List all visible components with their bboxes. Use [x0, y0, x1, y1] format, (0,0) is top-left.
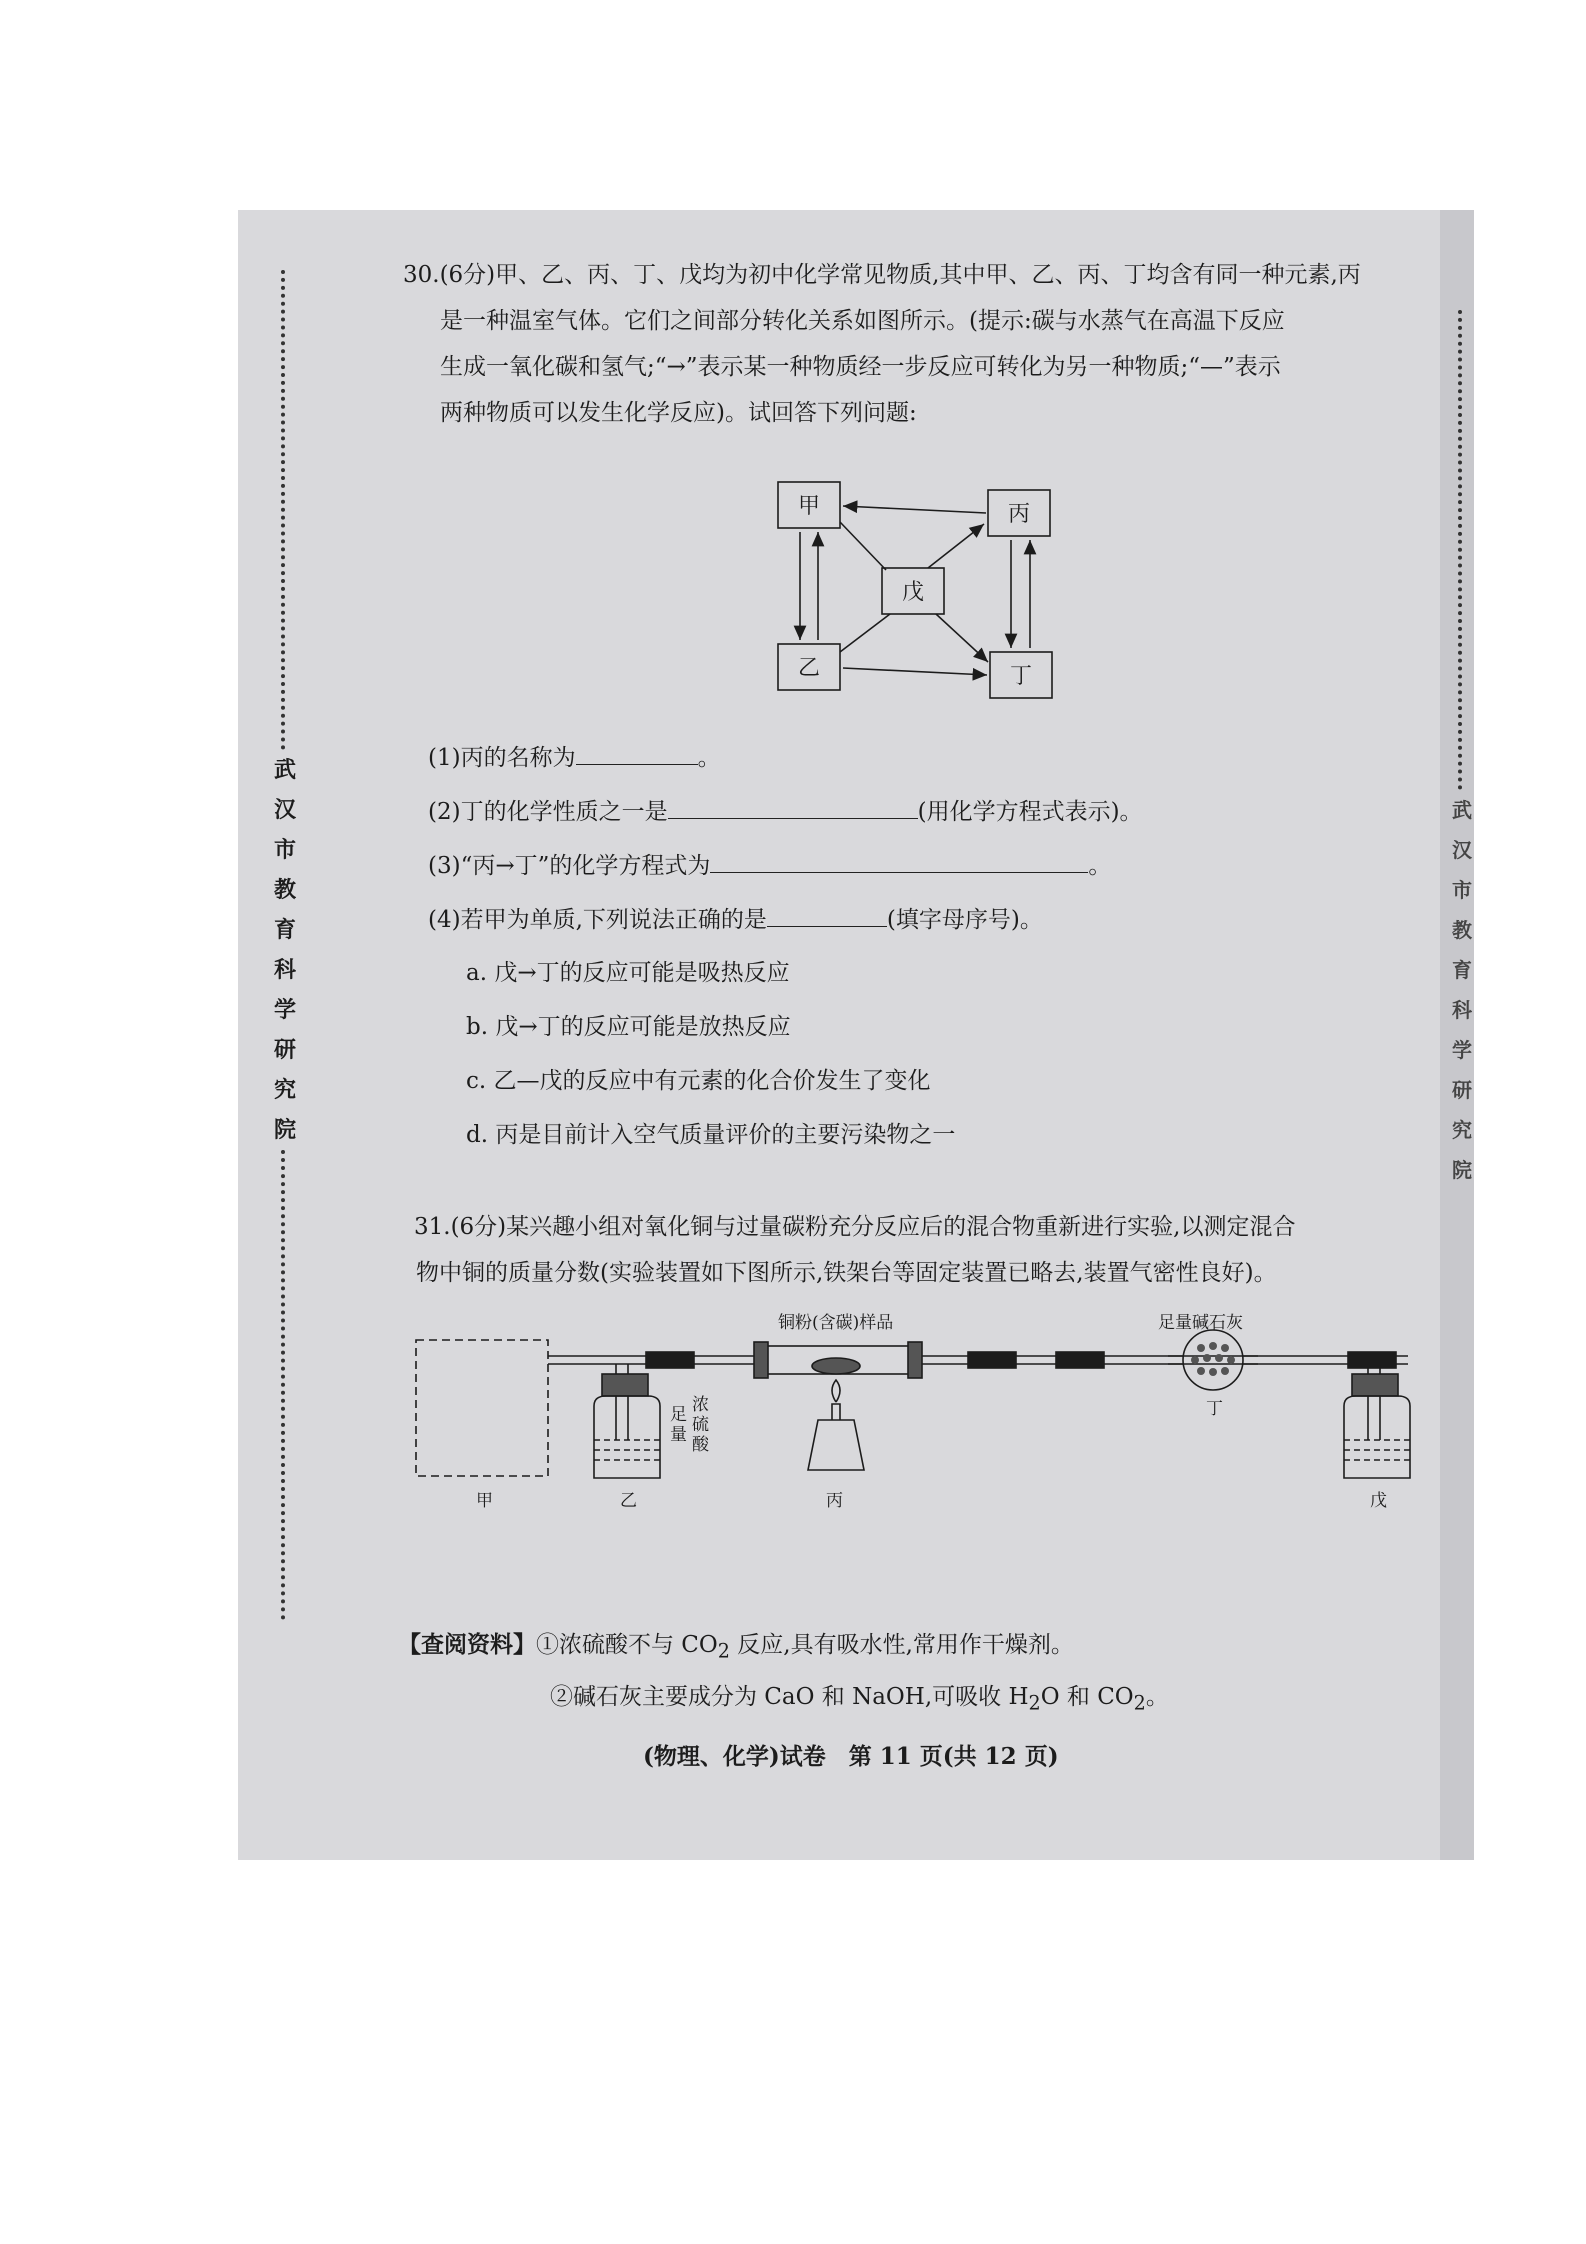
- reference-title: 【查阅资料】: [398, 1631, 536, 1658]
- arrow-bing-to-jia: [843, 506, 986, 513]
- apparatus-diagram: [408, 1310, 1418, 1520]
- margin-char: 市: [274, 837, 297, 863]
- margin-char: 科: [274, 957, 297, 983]
- option-c: c. 乙—戊的反应中有元素的化合价发生了变化: [466, 1068, 931, 1094]
- tube-stopper: [754, 1342, 768, 1378]
- alcohol-lamp: [808, 1420, 864, 1470]
- sub2-prompt: (2)丁的化学性质之一是: [428, 799, 668, 825]
- q30-sub2: [428, 794, 1143, 829]
- lamp-wick-holder: [832, 1404, 840, 1420]
- margin-char: 科: [1452, 998, 1472, 1022]
- bottle-stopper: [602, 1374, 648, 1396]
- reference-1-text: ①浓硫酸不与 CO: [536, 1632, 718, 1658]
- margin-char: 汉: [1452, 838, 1472, 862]
- liquid-level: [594, 1450, 660, 1460]
- answer-blank-1[interactable]: [576, 740, 698, 765]
- liquid-level: [1344, 1440, 1410, 1460]
- margin-char: 育: [274, 917, 297, 943]
- sub3-suffix: 。: [1088, 853, 1112, 879]
- rubber-connector: [646, 1352, 694, 1368]
- q30-sub4: [428, 902, 1043, 937]
- margin-char: 教: [1452, 918, 1472, 942]
- label-wu: 戊: [901, 580, 925, 605]
- q31-line-2: 物中铜的质量分数(实验装置如下图所示,铁架台等固定装置已略去,装置气密性良好)。: [416, 1260, 1277, 1286]
- sub1-suffix: 。: [697, 745, 721, 771]
- subscript: 2: [717, 1639, 730, 1663]
- line-yi-wu: [840, 614, 890, 652]
- q30-line-3: 生成一氧化碳和氢气;“→”表示某一种物质经一步反应可转化为另一种物质;“—”表示: [440, 354, 1281, 380]
- sub4-prompt: (4)若甲为单质,下列说法正确的是: [428, 907, 767, 933]
- arrow-wu-to-bing: [928, 524, 984, 568]
- label-yi: 乙: [797, 656, 821, 681]
- label-ding: 丁: [1009, 664, 1033, 689]
- label-amount-1: 足: [670, 1405, 687, 1425]
- reference-2-text: ②碱石灰主要成分为 CaO 和 NaOH,可吸收 H: [550, 1684, 1029, 1710]
- q30-sub1: [428, 740, 721, 775]
- label-app-yi: 乙: [620, 1491, 637, 1511]
- sub1-prompt: (1)丙的名称为: [428, 745, 576, 771]
- label-app-ding: 丁: [1206, 1399, 1223, 1419]
- q30-line-2: 是一种温室气体。它们之间部分转化关系如图所示。(提示:碳与水蒸气在高温下反应: [440, 308, 1285, 334]
- page-footer: (物理、化学)试卷 第 11 页(共 12 页): [643, 1743, 1059, 1770]
- answer-blank-3[interactable]: [710, 848, 1088, 873]
- bottle-yi: [594, 1396, 660, 1478]
- reference-2-text-mid: O 和 CO: [1040, 1684, 1134, 1710]
- margin-char: 武: [1452, 798, 1472, 822]
- bottle-wu: [1344, 1396, 1410, 1478]
- label-jia: 甲: [797, 494, 821, 519]
- subscript: 2: [1133, 1691, 1146, 1715]
- arrow-wu-to-ding: [936, 614, 988, 662]
- q31-line-1: 31.(6分)某兴趣小组对氧化铜与过量碳粉充分反应后的混合物重新进行实验,以测定混合: [414, 1214, 1296, 1240]
- flame: [832, 1380, 840, 1402]
- margin-char: 汉: [274, 797, 297, 823]
- label-soda-lime: 足量碱石灰: [1158, 1313, 1243, 1333]
- answer-blank-4[interactable]: [767, 902, 887, 927]
- margin-char: 院: [274, 1117, 297, 1143]
- rubber-connector: [1348, 1352, 1396, 1368]
- label-acid-1: 浓: [692, 1395, 709, 1415]
- q30-line-4: 两种物质可以发生化学反应)。试回答下列问题:: [440, 400, 917, 426]
- label-acid-2: 硫: [692, 1415, 709, 1435]
- rubber-connector: [968, 1352, 1016, 1368]
- left-binding-margin: [274, 270, 296, 1620]
- label-app-wu: 戊: [1370, 1491, 1387, 1511]
- margin-char: 究: [1452, 1118, 1472, 1142]
- exam-page-photo: [238, 210, 1474, 1860]
- label-bing: 丙: [1007, 502, 1031, 527]
- label-amount-2: 量: [670, 1425, 687, 1445]
- apparatus-jia-dashed: [416, 1340, 548, 1476]
- label-sample: 铜粉(含碳)样品: [778, 1313, 894, 1333]
- margin-char: 学: [274, 997, 297, 1023]
- dotted-cut-line: [1458, 310, 1466, 790]
- tube-segment: [922, 1356, 968, 1364]
- arrow-yi-to-ding: [843, 668, 987, 675]
- line-jia-wu: [840, 522, 886, 570]
- margin-label: [1452, 790, 1472, 1190]
- sub2-suffix: (用化学方程式表示)。: [917, 799, 1143, 825]
- reference-line-1: [398, 1628, 1074, 1669]
- dotted-cut-line: [281, 270, 289, 750]
- margin-char: 研: [1452, 1078, 1472, 1102]
- tube-segment: [1016, 1356, 1036, 1364]
- subscript: 2: [1028, 1691, 1041, 1715]
- bottle-stopper: [1352, 1374, 1398, 1396]
- sample-pile: [812, 1358, 860, 1374]
- tube-stopper: [908, 1342, 922, 1378]
- soda-lime-particles: [1191, 1342, 1235, 1376]
- tube-segment: [1168, 1356, 1258, 1364]
- margin-char: 市: [1452, 878, 1472, 902]
- label-app-jia: 甲: [476, 1491, 493, 1511]
- sub3-prompt: (3)“丙→丁”的化学方程式为: [428, 853, 711, 879]
- option-d: d. 丙是目前计入空气质量评价的主要污染物之一: [466, 1122, 956, 1148]
- label-acid-3: 酸: [692, 1435, 709, 1455]
- margin-char: 研: [274, 1037, 297, 1063]
- rubber-connector: [1056, 1352, 1104, 1368]
- margin-char: 院: [1452, 1158, 1472, 1182]
- margin-char: 育: [1452, 958, 1472, 982]
- dotted-cut-line: [281, 1150, 289, 1620]
- reference-1-text-end: 反应,具有吸水性,常用作干燥剂。: [729, 1632, 1074, 1658]
- option-b: b. 戊→丁的反应可能是放热反应: [466, 1014, 791, 1040]
- q30-line-1: 30.(6分)甲、乙、丙、丁、戊均为初中化学常见物质,其中甲、乙、丙、丁均含有同一种元素,丙: [403, 262, 1361, 288]
- margin-char: 教: [274, 877, 297, 903]
- q30-sub3: [428, 848, 1111, 883]
- right-binding-margin: [1452, 310, 1472, 1190]
- answer-blank-2[interactable]: [668, 794, 918, 819]
- label-app-bing: 丙: [826, 1491, 843, 1511]
- conversion-diagram: [758, 472, 1098, 712]
- margin-char: 学: [1452, 1038, 1472, 1062]
- reference-2-text-end: 。: [1145, 1684, 1169, 1710]
- sub4-suffix: (填字母序号)。: [886, 907, 1043, 933]
- reference-line-2: [550, 1680, 1169, 1721]
- margin-label: [274, 750, 296, 1150]
- margin-char: 究: [274, 1077, 297, 1103]
- option-a: a. 戊→丁的反应可能是吸热反应: [466, 960, 790, 986]
- margin-char: 武: [274, 757, 297, 783]
